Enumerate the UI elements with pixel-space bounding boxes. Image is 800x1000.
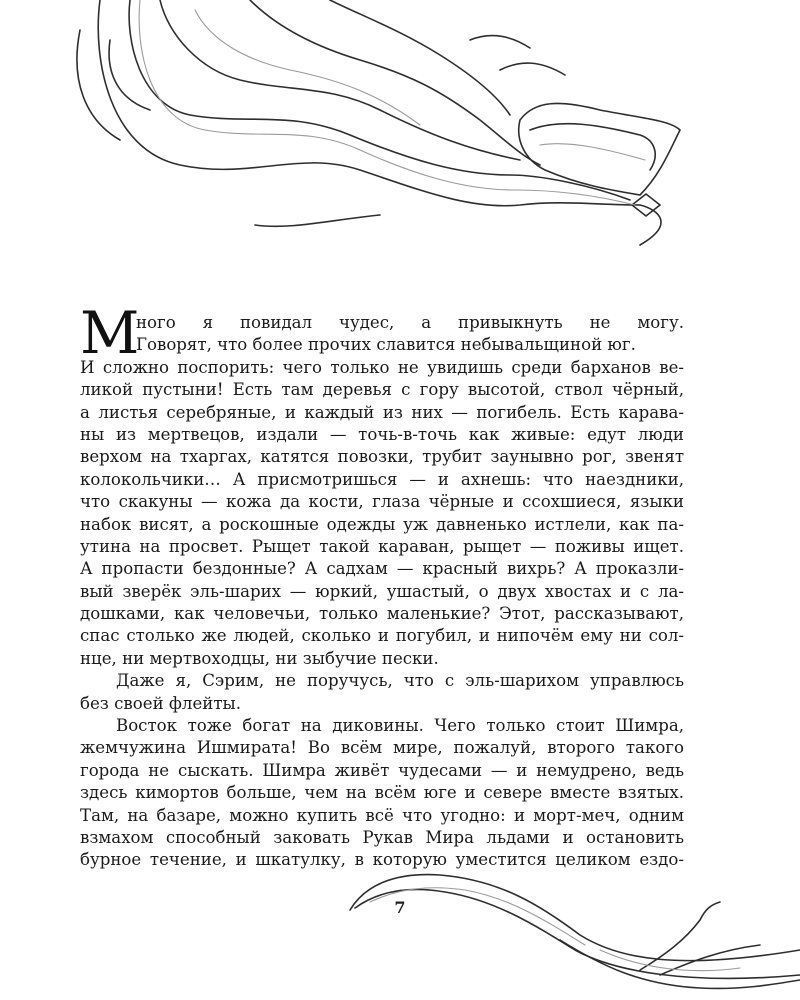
body-text bbox=[80, 312, 684, 872]
text-line: дошками, как человечьи, только маленькие? Этот, рассказывают, bbox=[80, 604, 684, 624]
text-line: набок висят, а роскошные одежды уж давненько истлели, как па- bbox=[80, 514, 684, 534]
text-line: колокольчики… А присмотришься — и ахнешь: что наездники, bbox=[80, 469, 684, 489]
text-line: А пропасти бездонные? А садхам — красный вихрь? А проказли- bbox=[80, 559, 684, 579]
text-line: жемчужина Ишмирата! Во всём мире, пожалуй, второго такого bbox=[80, 738, 684, 758]
text-line: спас столько же людей, сколько и погубил, и нипочём ему ни сол- bbox=[80, 626, 684, 646]
text-line: здесь кимортов больше, чем на всём юге и севере вместе взятых. bbox=[80, 783, 684, 803]
text-line: ликой пустыни! Есть там деревья с гору высотой, ствол чёрный, bbox=[80, 380, 684, 400]
text-line: верхом на тхаргах, катятся повозки, трубит заунывно рог, звенят bbox=[80, 447, 684, 467]
text-line: ны из мертвецов, издали — точь-в-точь как живые: едут люди bbox=[80, 424, 684, 444]
text-line: Даже я, Сэрим, не поручусь, что с эль-шарихом управлюсь bbox=[116, 671, 684, 691]
text-line: И сложно поспорить: чего только не увидишь среди барханов ве- bbox=[80, 357, 684, 377]
page-number: 7 bbox=[394, 898, 406, 917]
text-line: вый зверёк эль-шарих — юркий, ушастый, о двух хвостах и с ла- bbox=[80, 581, 684, 601]
text-line: нце, ни мертвоходцы, ни зыбучие пески. bbox=[80, 648, 439, 668]
text-line: а листья серебряные, и каждый из них — погибель. Есть карава- bbox=[80, 402, 684, 422]
text-line: Восток тоже богат на диковины. Чего только стоит Шимра, bbox=[116, 716, 684, 736]
text-line: без своей флейты. bbox=[80, 693, 241, 713]
text-line: ного я повидал чудес, а привыкнуть не могу. bbox=[136, 313, 684, 332]
text-line: бурное течение, и шкатулку, в которую уместится целиком ездо- bbox=[80, 850, 684, 870]
bottom-ornament-illustration bbox=[0, 850, 800, 1000]
text-line: утина на просвет. Рыщет такой караван, рыщет — поживы ищет. bbox=[80, 536, 684, 556]
text-line: Говорят, что более прочих славится небывальщиной юг. bbox=[136, 335, 636, 355]
top-ornament-illustration bbox=[0, 0, 800, 280]
drop-cap: М bbox=[80, 299, 140, 367]
text-line: что скакуны — кожа да кости, глаза чёрные и ссохшиеся, языки bbox=[80, 492, 684, 512]
text-line: города не сыскать. Шимра живёт чудесами — и немудрено, ведь bbox=[80, 760, 684, 780]
text-line: Там, на базаре, можно купить всё что угодно: и морт-меч, одним bbox=[80, 805, 684, 825]
text-line: взмахом способный заковать Рукав Мира льдами и остановить bbox=[80, 827, 684, 847]
